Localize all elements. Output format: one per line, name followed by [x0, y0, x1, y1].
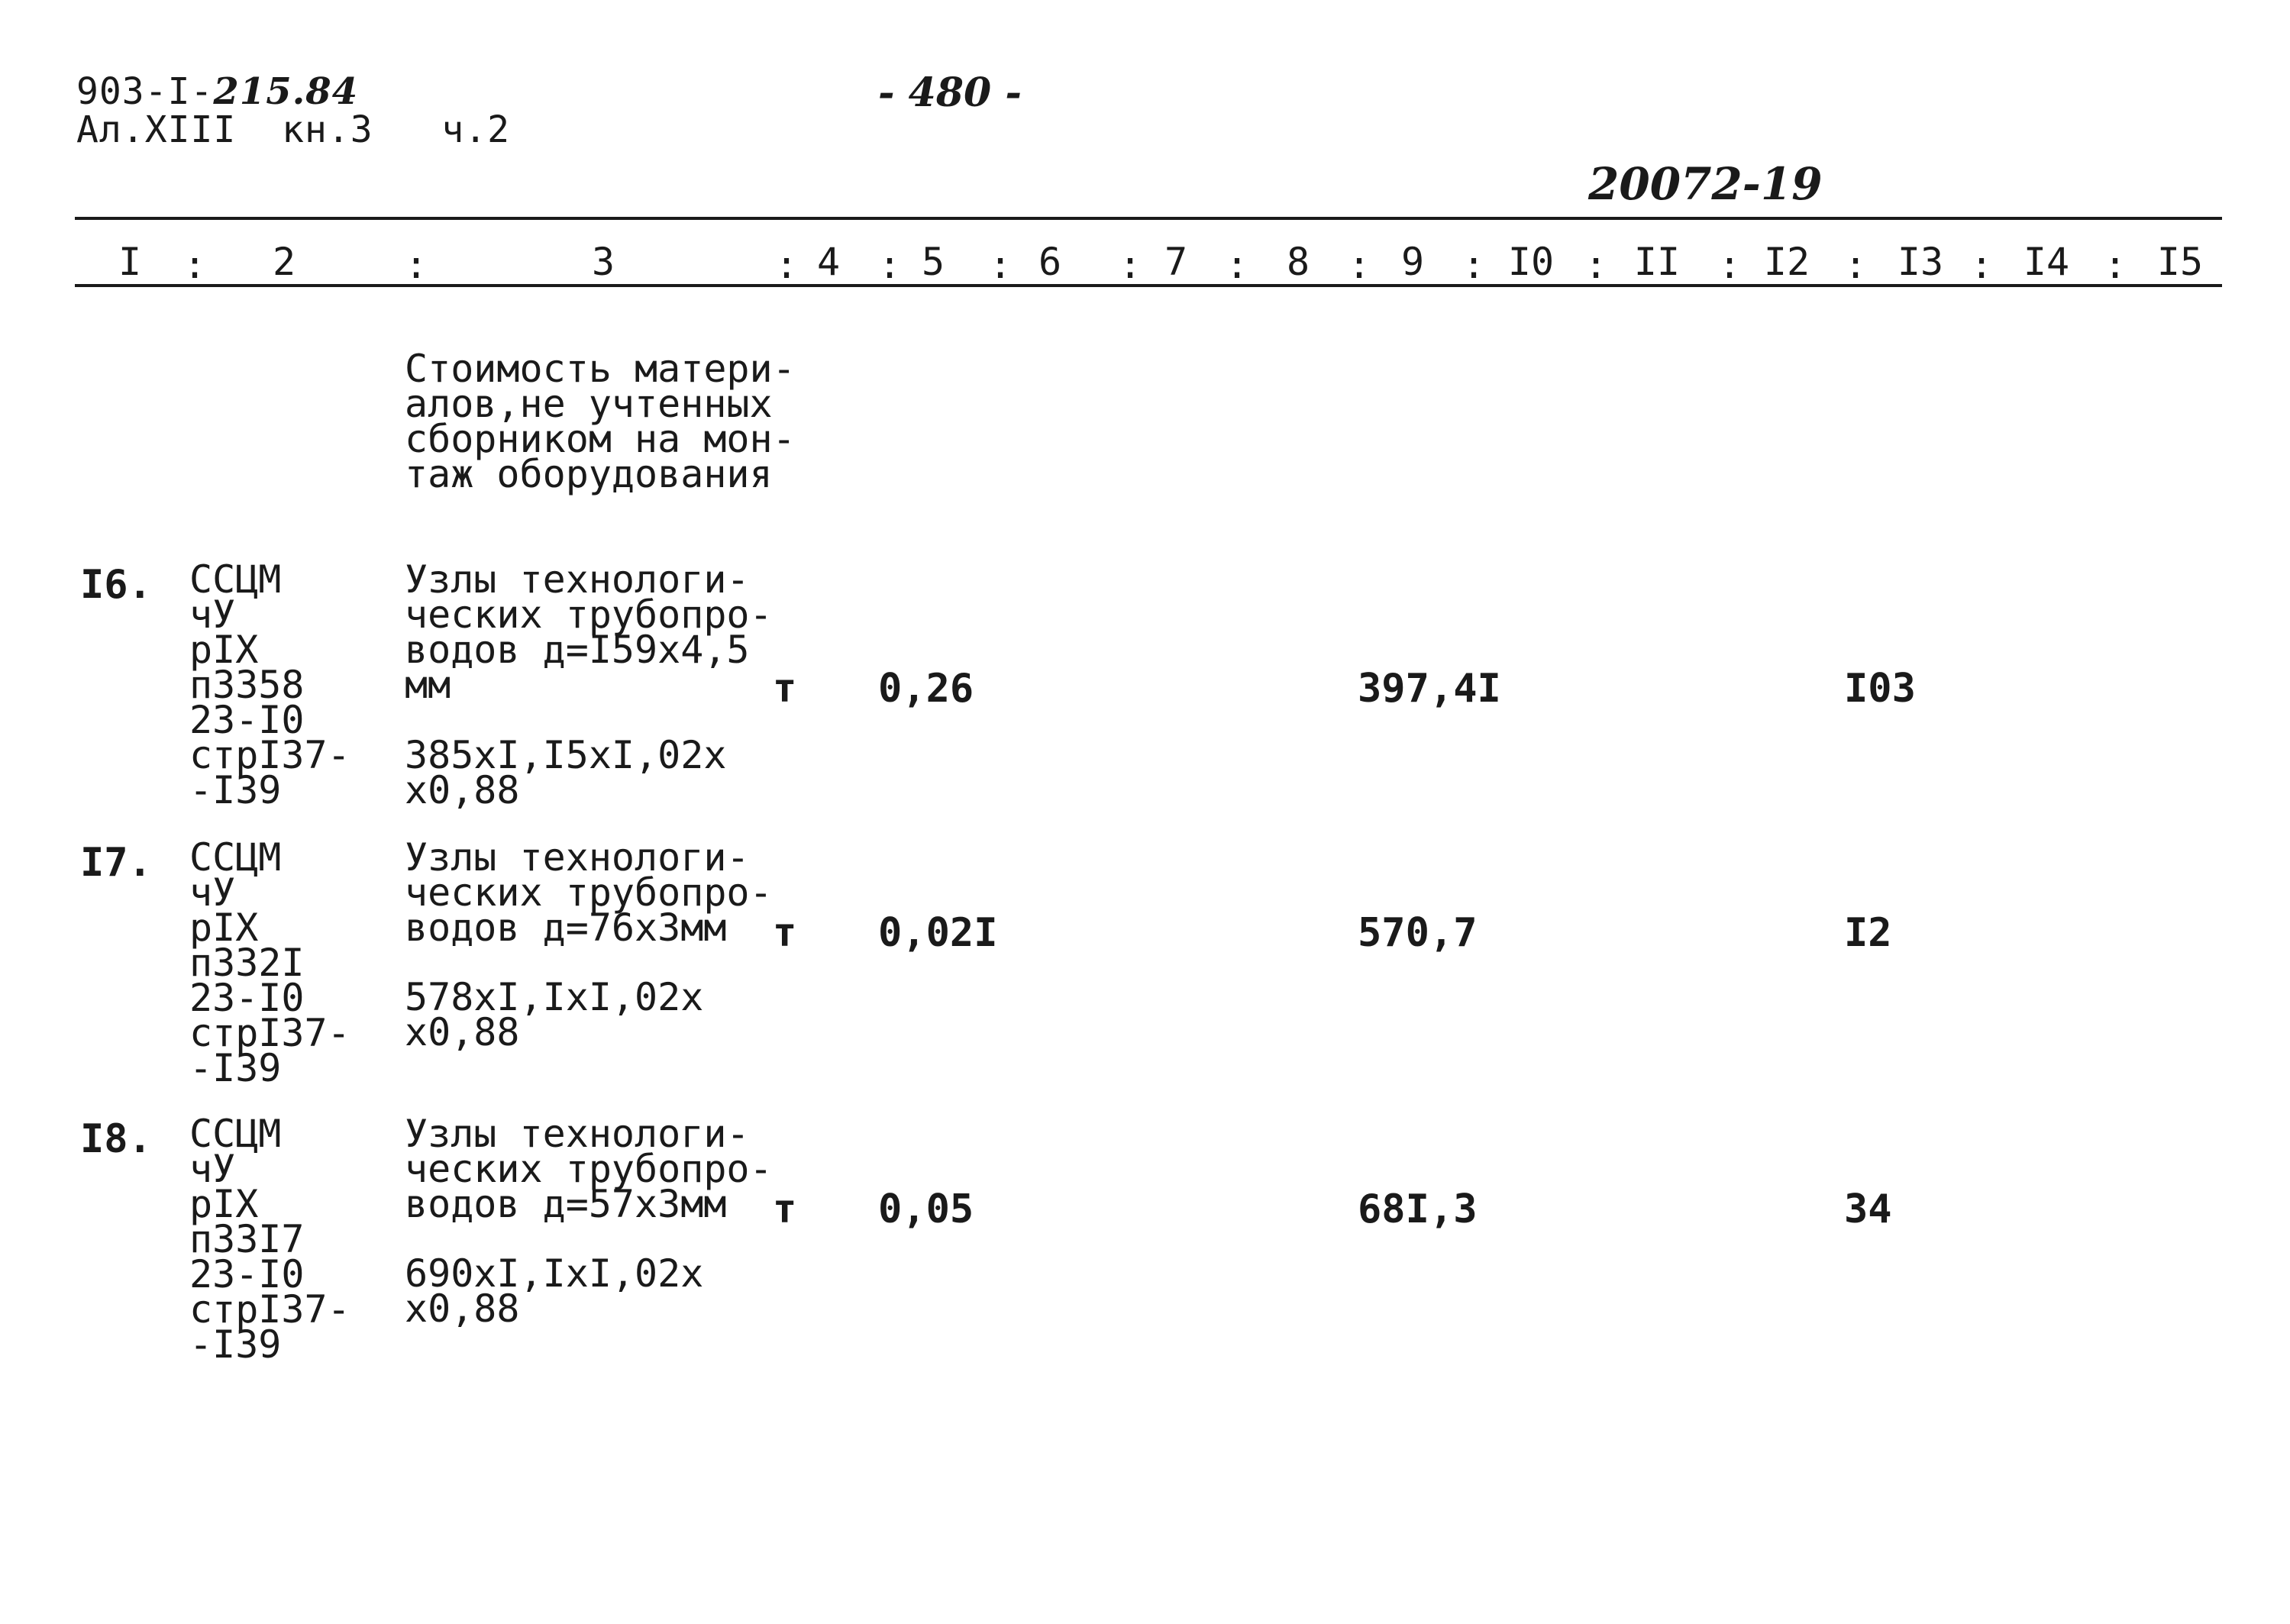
header-rule-top: [75, 217, 2222, 220]
row-description: Узлы технологи- ческих трубопро- водов д=57х3мм: [405, 1112, 773, 1226]
row-price: 68I,3: [1358, 1187, 1478, 1232]
column-separator: :: [1717, 243, 1742, 287]
row-price: 397,4I: [1358, 666, 1501, 712]
column-separator: :: [1843, 243, 1868, 287]
row-quantity: 0,26: [878, 666, 974, 712]
column-number: 6: [1038, 240, 1062, 284]
column-separator: :: [2103, 243, 2127, 287]
column-separator: :: [182, 243, 207, 287]
header-rule-bottom: [75, 284, 2222, 287]
row-code: ССЦМ чУ pIX п3358 23-I0 стрI37- -I39: [189, 557, 350, 812]
row-number: I6.: [80, 562, 152, 608]
document-code: [76, 70, 359, 113]
row-code: ССЦМ чУ pIX п332I 23-I0 стрI37- -I39: [189, 835, 350, 1090]
column-separator: :: [1347, 243, 1371, 287]
document-subtitle: Ал.XIII кн.3 ч.2: [76, 108, 511, 151]
row-total: I2: [1844, 910, 1892, 956]
column-number: 3: [591, 240, 615, 284]
row-total: I03: [1844, 666, 1916, 712]
column-number: I5: [2156, 240, 2204, 284]
column-number: 9: [1400, 240, 1425, 284]
column-number: I4: [2023, 240, 2070, 284]
column-separator: :: [1462, 243, 1486, 287]
column-separator: :: [1969, 243, 1994, 287]
column-separator: :: [988, 243, 1013, 287]
stamp-number: 20072-19: [1588, 158, 1823, 210]
column-number: 8: [1286, 240, 1310, 284]
column-number: 7: [1164, 240, 1188, 284]
row-price: 570,7: [1358, 910, 1478, 956]
row-quantity: 0,05: [878, 1187, 974, 1232]
column-number: I2: [1763, 240, 1810, 284]
document-code-handwritten: 215.84: [213, 70, 359, 113]
document-code-prefix: 903-I-: [76, 70, 214, 113]
intro-text: Стоимость матери- алов,не учтенных сборником на мон- таж оборудования: [405, 347, 796, 496]
row-description: Узлы технологи- ческих трубопро- водов д=I59х4,5 мм: [405, 557, 773, 707]
column-number: II: [1633, 240, 1681, 284]
row-number: I8.: [80, 1116, 152, 1162]
column-number: 2: [272, 240, 296, 284]
column-separator: :: [1225, 243, 1249, 287]
column-separator: :: [877, 243, 902, 287]
row-number: I7.: [80, 840, 152, 886]
column-separator: :: [404, 243, 428, 287]
column-number: I0: [1507, 240, 1555, 284]
page-number: - 480 -: [878, 69, 1022, 116]
row-total: 34: [1844, 1187, 1892, 1232]
row-unit: т: [773, 910, 797, 956]
row-formula: 385хI,I5хI,02х х0,88: [405, 733, 727, 812]
row-formula: 690хI,IхI,02х х0,88: [405, 1251, 704, 1331]
row-unit: т: [773, 666, 797, 712]
row-description: Узлы технологи- ческих трубопро- водов д=76х3мм: [405, 835, 773, 950]
column-number: I3: [1897, 240, 1944, 284]
row-code: ССЦМ чУ pIX п33I7 23-I0 стрI37- -I39: [189, 1112, 350, 1367]
column-number: I: [118, 240, 142, 284]
column-separator: :: [774, 243, 799, 287]
column-number: 5: [921, 240, 945, 284]
row-formula: 578хI,IхI,02х х0,88: [405, 975, 704, 1054]
column-separator: :: [1584, 243, 1608, 287]
column-number: 4: [816, 240, 841, 284]
row-quantity: 0,02I: [878, 910, 998, 956]
column-separator: :: [1118, 243, 1142, 287]
row-unit: т: [773, 1187, 797, 1232]
